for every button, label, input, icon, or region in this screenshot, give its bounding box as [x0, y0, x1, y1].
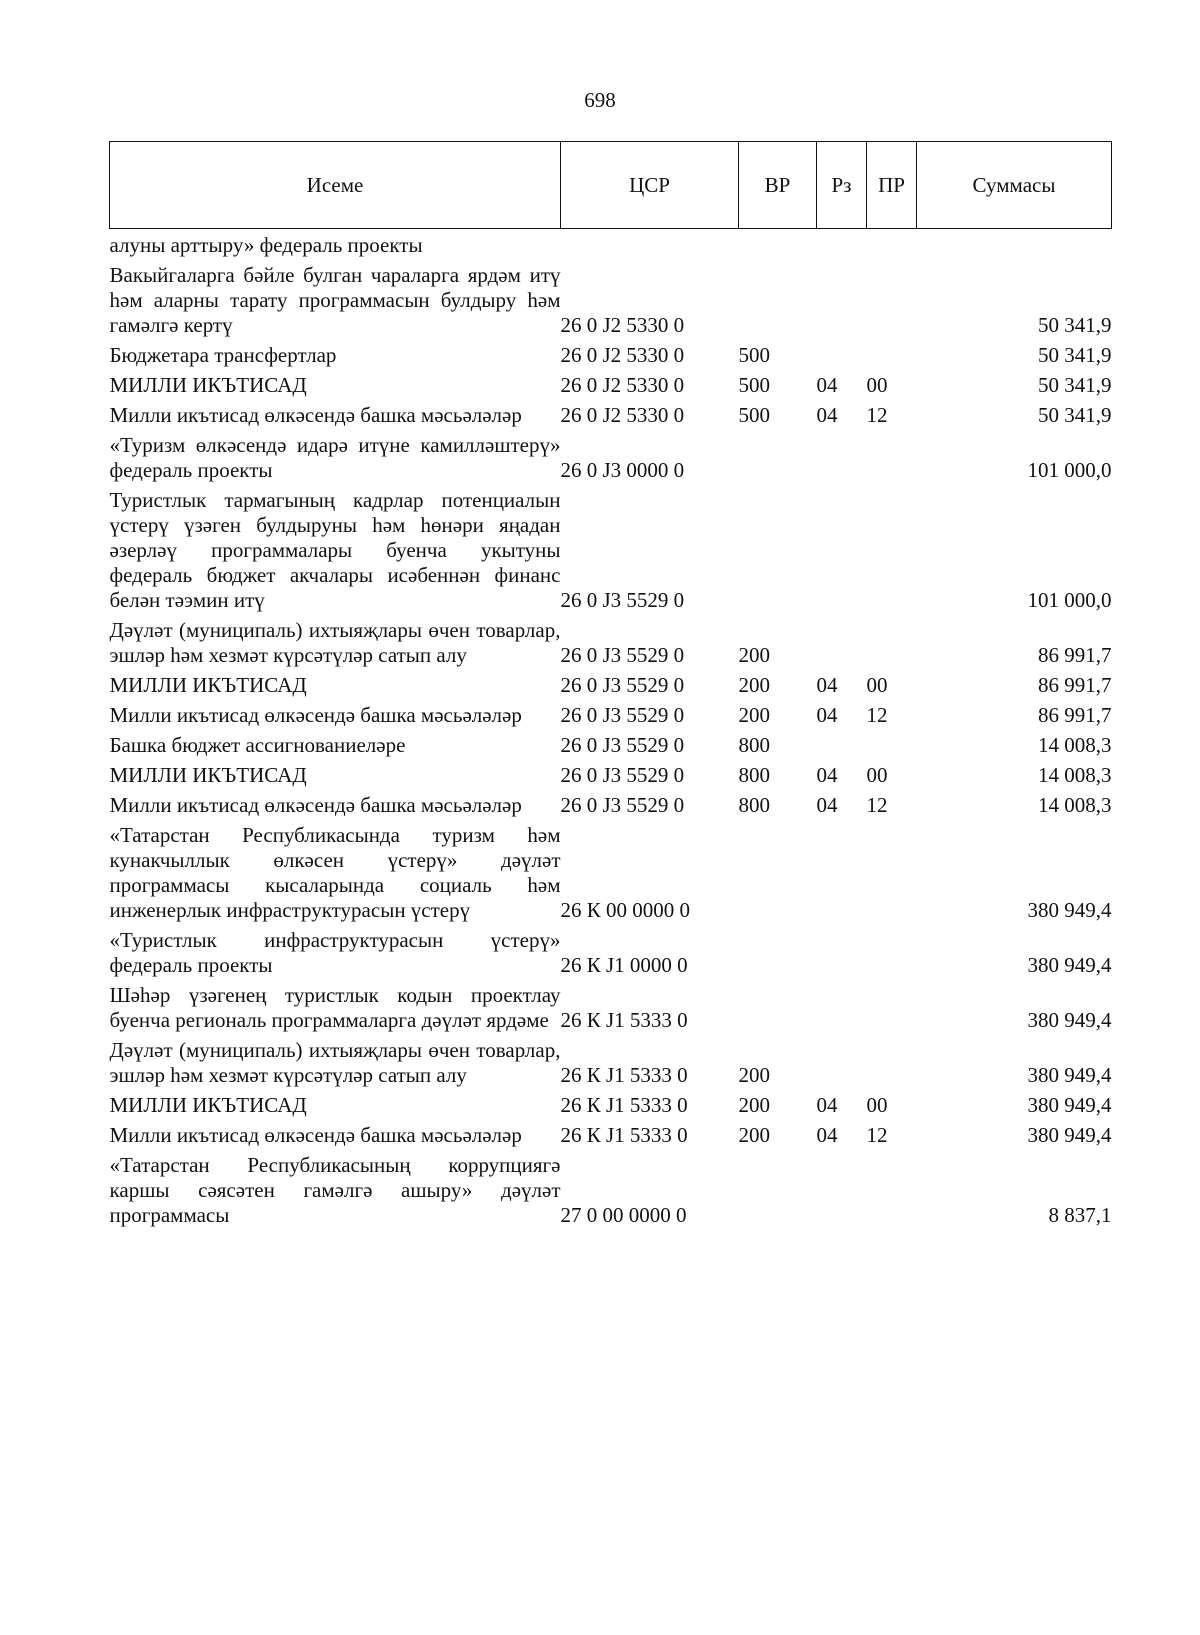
- cell-sum: 14 008,3: [1038, 733, 1112, 757]
- header-sum: Суммасы: [917, 142, 1112, 229]
- table-row: [110, 731, 1112, 761]
- table-row: [110, 1036, 1112, 1091]
- cell-sum: 50 341,9: [1038, 343, 1112, 367]
- cell-name: «Туристлык инфраструктурасын үстерү» федераль проекты: [109, 928, 561, 977]
- cell-rz: 04: [816, 1123, 838, 1147]
- cell-name: МИЛЛИ ИКЪТИСАД: [109, 763, 307, 787]
- cell-name: Милли икътисад өлкәсендә башка мәсьәләләр: [109, 703, 522, 727]
- cell-vr: 200: [738, 673, 770, 697]
- cell-pr: 12: [866, 793, 888, 817]
- cell-rz: [817, 431, 867, 486]
- cell-name: Дәүләт (муниципаль) ихтыяҗлары өчен товарлар, эшләр һәм хезмәт күрсәтүләр сатып алу: [109, 618, 561, 667]
- cell-name: Милли икътисад өлкәсендә башка мәсьәләләр: [109, 403, 522, 427]
- cell-sum: 380 949,4: [1027, 1063, 1112, 1087]
- table-row: [110, 1151, 1112, 1231]
- cell-vr: 500: [738, 403, 770, 427]
- cell-sum: 86 991,7: [1038, 673, 1112, 697]
- table-row: [110, 371, 1112, 401]
- cell-csr: 26 К J1 5333 0: [560, 1093, 688, 1117]
- cell-name: Вакыйгаларга бәйле булган чараларга ярдәм итү һәм аларны тарату программасын булдыру һәм гамәлгә кертү: [109, 263, 561, 337]
- cell-name: Дәүләт (муниципаль) ихтыяҗлары өчен товарлар, эшләр һәм хезмәт күрсәтүләр сатып алу: [109, 1038, 561, 1087]
- cell-sum: [917, 229, 1112, 262]
- cell-pr: [867, 341, 917, 371]
- cell-csr: 26 0 J2 5330 0: [560, 373, 685, 397]
- cell-pr: [867, 821, 917, 926]
- cell-name: «Татарстан Республикасында туризм һәм кунакчыллык өлкәсен үстерү» дәүләт программасы кысаларында социаль һәм инженерлык инфраструктурасын үстерү: [109, 823, 561, 922]
- cell-pr: 00: [866, 763, 888, 787]
- cell-csr: [561, 229, 739, 262]
- cell-sum: 380 949,4: [1027, 1123, 1112, 1147]
- cell-csr: 27 0 00 0000 0: [560, 1203, 687, 1227]
- cell-sum: 86 991,7: [1038, 643, 1112, 667]
- table-row: [110, 791, 1112, 821]
- cell-pr: 12: [866, 1123, 888, 1147]
- cell-name: МИЛЛИ ИКЪТИСАД: [109, 1093, 307, 1117]
- cell-rz: [817, 926, 867, 981]
- cell-csr: 26 К J1 5333 0: [560, 1063, 688, 1087]
- cell-rz: [817, 1151, 867, 1231]
- cell-vr: 200: [738, 1063, 770, 1087]
- cell-pr: [867, 1151, 917, 1231]
- cell-sum: 101 000,0: [1027, 458, 1112, 482]
- cell-vr: 800: [738, 733, 770, 757]
- cell-sum: 380 949,4: [1027, 953, 1112, 977]
- cell-vr: [739, 926, 817, 981]
- cell-name: Бюджетара трансфертлар: [109, 343, 337, 367]
- table-row: [110, 821, 1112, 926]
- cell-csr: 26 К J1 5333 0: [560, 1008, 688, 1032]
- cell-vr: 200: [738, 1093, 770, 1117]
- cell-pr: [867, 486, 917, 616]
- cell-csr: 26 0 J3 5529 0: [560, 703, 685, 727]
- cell-pr: [867, 981, 917, 1036]
- cell-sum: 101 000,0: [1027, 588, 1112, 612]
- header-rz: Рз: [817, 142, 867, 229]
- cell-name: «Татарстан Республикасының коррупциягә каршы сәясәтен гамәлгә ашыру» дәүләт программасы: [109, 1153, 561, 1227]
- cell-name: алуны арттыру» федераль проекты: [109, 233, 423, 257]
- cell-rz: 04: [816, 793, 838, 817]
- cell-vr: 200: [738, 703, 770, 727]
- cell-pr: [867, 261, 917, 341]
- cell-vr: 800: [738, 763, 770, 787]
- cell-csr: 26 0 J3 0000 0: [560, 458, 685, 482]
- cell-csr: 26 К 00 0000 0: [560, 898, 691, 922]
- table-row: [110, 229, 1112, 262]
- cell-name: МИЛЛИ ИКЪТИСАД: [109, 673, 307, 697]
- cell-rz: [817, 341, 867, 371]
- cell-vr: [739, 229, 817, 262]
- header-csr: ЦСР: [561, 142, 739, 229]
- cell-name: Милли икътисад өлкәсендә башка мәсьәләләр: [109, 1123, 522, 1147]
- table-row: [110, 761, 1112, 791]
- page-number: 698: [584, 88, 616, 112]
- table-row: [110, 431, 1112, 486]
- cell-sum: 380 949,4: [1027, 1008, 1112, 1032]
- cell-sum: 86 991,7: [1038, 703, 1112, 727]
- budget-table: [109, 141, 1112, 1231]
- cell-rz: [817, 261, 867, 341]
- cell-vr: [739, 1151, 817, 1231]
- cell-pr: [867, 926, 917, 981]
- cell-sum: 380 949,4: [1027, 898, 1112, 922]
- cell-rz: 04: [816, 703, 838, 727]
- cell-csr: 26 0 J3 5529 0: [560, 643, 685, 667]
- cell-csr: 26 0 J3 5529 0: [560, 763, 685, 787]
- cell-pr: 12: [866, 403, 888, 427]
- cell-pr: 00: [866, 373, 888, 397]
- cell-csr: 26 0 J3 5529 0: [560, 673, 685, 697]
- cell-csr: 26 0 J2 5330 0: [560, 313, 685, 337]
- cell-sum: 50 341,9: [1038, 403, 1112, 427]
- cell-vr: 500: [738, 343, 770, 367]
- cell-csr: 26 0 J3 5529 0: [560, 733, 685, 757]
- cell-pr: 00: [866, 673, 888, 697]
- cell-csr: 26 К J1 5333 0: [560, 1123, 688, 1147]
- cell-pr: 00: [866, 1093, 888, 1117]
- cell-name: Туристлык тармагының кадрлар потенциалын үстерү үзәген булдыруны һәм һөнәри яңадан әзерләү программалары буенча укытуны федераль бюджет акчалары исәбеннән финанс белән тәэмин итү: [109, 488, 561, 612]
- cell-rz: [817, 486, 867, 616]
- cell-rz: 04: [816, 403, 838, 427]
- cell-vr: [739, 261, 817, 341]
- cell-vr: [739, 486, 817, 616]
- cell-vr: 800: [738, 793, 770, 817]
- cell-rz: [817, 1036, 867, 1091]
- cell-rz: 04: [816, 763, 838, 787]
- cell-rz: 04: [816, 373, 838, 397]
- cell-name: Башка бюджет ассигнованиеләре: [109, 733, 406, 757]
- cell-name: Милли икътисад өлкәсендә башка мәсьәләләр: [109, 793, 522, 817]
- cell-pr: [867, 616, 917, 671]
- cell-rz: 04: [816, 1093, 838, 1117]
- table-row: [110, 1091, 1112, 1121]
- cell-csr: 26 К J1 0000 0: [560, 953, 688, 977]
- table-body: [110, 229, 1112, 1232]
- cell-pr: [867, 1036, 917, 1091]
- header-pr: ПР: [867, 142, 917, 229]
- cell-csr: 26 0 J2 5330 0: [560, 403, 685, 427]
- table-row: [110, 671, 1112, 701]
- cell-sum: 50 341,9: [1038, 373, 1112, 397]
- cell-vr: 200: [738, 1123, 770, 1147]
- table-row: [110, 261, 1112, 341]
- table-row: [110, 981, 1112, 1036]
- table-row: [110, 401, 1112, 431]
- cell-rz: [817, 229, 867, 262]
- cell-pr: [867, 229, 917, 262]
- cell-sum: 50 341,9: [1038, 313, 1112, 337]
- cell-rz: [817, 981, 867, 1036]
- cell-rz: [817, 731, 867, 761]
- table-row: [110, 486, 1112, 616]
- cell-name: МИЛЛИ ИКЪТИСАД: [109, 373, 307, 397]
- cell-name: Шәһәр үзәгенең туристлык кодын проектлау буенча региональ программаларга дәүләт ярдәме: [109, 983, 561, 1032]
- table-row: [110, 1121, 1112, 1151]
- cell-vr: 200: [738, 643, 770, 667]
- cell-pr: [867, 731, 917, 761]
- header-vr: ВР: [739, 142, 817, 229]
- cell-sum: 14 008,3: [1038, 763, 1112, 787]
- table-row: [110, 616, 1112, 671]
- cell-sum: 8 837,1: [1048, 1203, 1112, 1227]
- cell-rz: [817, 821, 867, 926]
- table-row: [110, 701, 1112, 731]
- cell-vr: [739, 431, 817, 486]
- cell-vr: [739, 981, 817, 1036]
- cell-sum: 380 949,4: [1027, 1093, 1112, 1117]
- cell-name: «Туризм өлкәсендә идарә итүне камилләштерү» федераль проекты: [109, 433, 561, 482]
- cell-rz: [817, 616, 867, 671]
- header-name: Исеме: [110, 142, 561, 229]
- table-row: [110, 341, 1112, 371]
- table-row: [110, 926, 1112, 981]
- cell-vr: 500: [738, 373, 770, 397]
- table-header-row: [110, 142, 1112, 229]
- cell-pr: [867, 431, 917, 486]
- cell-vr: [739, 821, 817, 926]
- cell-sum: 14 008,3: [1038, 793, 1112, 817]
- cell-csr: 26 0 J3 5529 0: [560, 793, 685, 817]
- cell-rz: 04: [816, 673, 838, 697]
- cell-csr: 26 0 J2 5330 0: [560, 343, 685, 367]
- cell-csr: 26 0 J3 5529 0: [560, 588, 685, 612]
- cell-pr: 12: [866, 703, 888, 727]
